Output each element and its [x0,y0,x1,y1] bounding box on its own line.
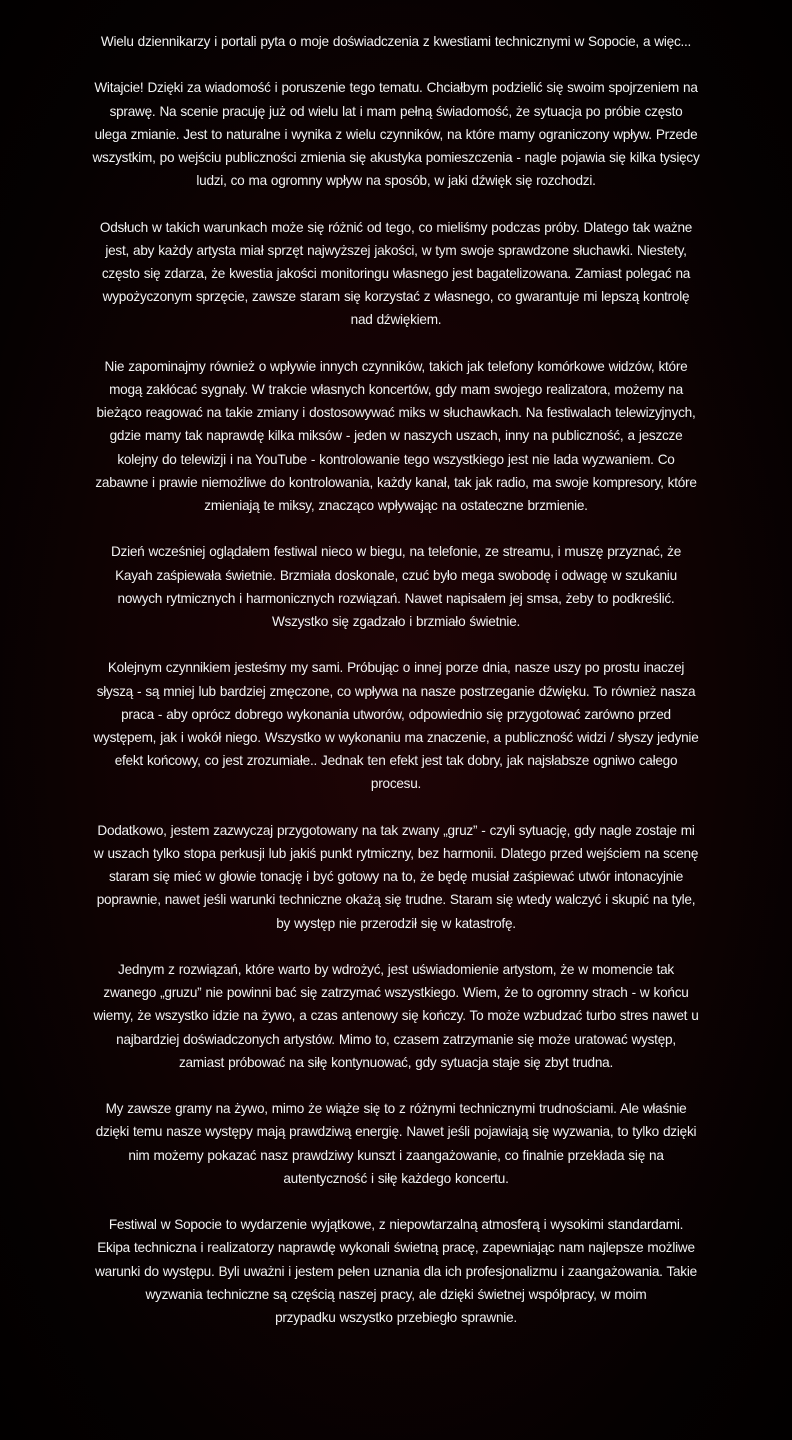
paragraph-sopot: Festiwal w Sopocie to wydarzenie wyjątkowe, z niepowtarzalną atmosferą i wysokimi standardami. Ekipa techniczna i realizatorzy naprawdę wykonali świetną pracę, zapewniając nam najlepsze możliwe warunki do występu. Byli uważni i jestem pełen uznania dla ich profesjonalizmu i zaangażowania. Takie wyzwania techniczne są częścią naszej pracy, ale dzięki świetnej współpracy, w moim przypadku wszystko przebiegło sprawnie. [95,1217,697,1326]
statement-text [92,30,700,1329]
paragraph-ourselves: Kolejnym czynnikiem jesteśmy my sami. Próbując o innej porze dnia, nasze uszy po prostu inaczej słyszą - są mniej lub bardziej zmęczone, co wpływa na nasze postrzeganie dźwięku. To również nasza praca - aby oprócz dobrego wykonania utworów, odpowiednio się przygotować zarówno przed występem, jak i wokół niego. Wszystko w wykonaniu ma znaczenie, a publiczność widzi / słyszy jedynie efekt końcowy, co jest zrozumiałe.. Jednak ten efekt jest tak dobry, jak najsłabsze ogniwo całego procesu. [93,660,699,792]
paragraph-mixes: Nie zapominajmy również o wpływie innych czynników, takich jak telefony komórkowe widzów, które mogą zakłócać sygnały. W trakcie własnych koncertów, gdy mam swojego realizatora, możemy na bieżąco reagować na takie zmiany i dostosowywać miks w słuchawkach. Na festiwalach telewizyjnych, gdzie mamy tak naprawdę kilka miksów - jeden w naszych uszach, inny na publiczność, a jeszcze kolejny do telewizji i na YouTube - kontrolowanie tego wszystkiego jest nie lada wyzwaniem. Co zabawne i prawie niemożliwe do kontrolowania, każdy kanał, tak jak radio, ma swoje kompresory, które zmieniają te miksy, znacząco wpływając na ostateczne brzmienie. [95,358,697,514]
paragraph-greeting: Witajcie! Dzięki za wiadomość i poruszenie tego tematu. Chciałbym podzielić się swoim spojrzeniem na sprawę. Na scenie pracuję już od wielu lat i mam pełną świadomość, że sytuacja po próbie często ulega zmianie. Jest to naturalne i wynika z wielu czynników, na które mamy ograniczony wpływ. Przede wszystkim, po wejściu publiczności zmienia się akustyka pomieszczenia - nagle pojawia się kilka tysięcy ludzi, co ma ogromny wpływ na sposób, w jaki dźwięk się rozchodzi. [92,80,700,189]
paragraph-kayah: Dzień wcześniej oglądałem festiwal nieco w biegu, na telefonie, ze streamu, i muszę przyznać, że Kayah zaśpiewała świetnie. Brzmiała doskonale, czuć było mega swobodę i odwagę w szukaniu nowych rytmicznych i harmonicznych rozwiązań. Nawet napisałem jej smsa, żeby to podkreślić. Wszystko się zgadzało i brzmiało świetnie. [110,544,682,630]
intro-paragraph: Wielu dziennikarzy i portali pyta o moje doświadczenia z kwestiami technicznymi w Sopocie, a więc... [100,34,692,49]
paragraph-monitoring: Odsłuch w takich warunkach może się różnić od tego, co mieliśmy podczas próby. Dlatego tak ważne jest, aby każdy artysta miał sprzęt najwyższej jakości, w tym swoje sprawdzone słuchawki. Niestety, często się zdarza, że kwestia jakości monitoringu własnego jest bagatelizowana. Zamiast polegać na wypożyczonym sprzęcie, zawsze staram się korzystać z własnego, co gwarantuje mi lepszą kontrolę nad dźwiękiem. [99,219,693,328]
paragraph-live: My zawsze gramy na żywo, mimo że wiąże się to z różnymi technicznymi trudnościami. Ale właśnie dzięki temu nasze występy mają prawdziwą energię. Nawet jeśli pojawiają się wyzwania, to tylko dzięki nim możemy pokazać nasz prawdziwy kunszt i zaangażowanie, co finalnie przekłada się na autentyczność i siłę każdego koncertu. [95,1101,697,1186]
paragraph-solutions: Jednym z rozwiązań, które warto by wdrożyć, jest uświadomienie artystom, że w momencie tak zwanego „gruzu” nie powinni bać się zatrzymać wszystkiego. Wiem, że to ogromny strach - w końcu wiemy, że wszystko idzie na żywo, a czas antenowy się kończy. To może wzbudzać turbo stres nawet u najbardziej doświadczonych artystów. Mimo to, czasem zatrzymanie się może uratować występ, zamiast próbować na siłę kontynuować, gdy sytuacja staje się zbyt trudna. [93,962,699,1070]
paragraph-gruz: Dodatkowo, jestem zazwyczaj przygotowany na tak zwany „gruz” - czyli sytuację, gdy nagle zostaje mi w uszach tylko stopa perkusji lub jakiś punkt rytmiczny, bez harmonii. Dlatego przed wejściem na scenę staram się mieć w głowie tonację i być gotowy na to, że będę musiał zaśpiewać utwór intonacyjnie poprawnie, nawet jeśli warunki techniczne okażą się trudne. Staram się wtedy walczyć i skupić na tyle, by występ nie przerodził się w katastrofę. [93,822,699,931]
